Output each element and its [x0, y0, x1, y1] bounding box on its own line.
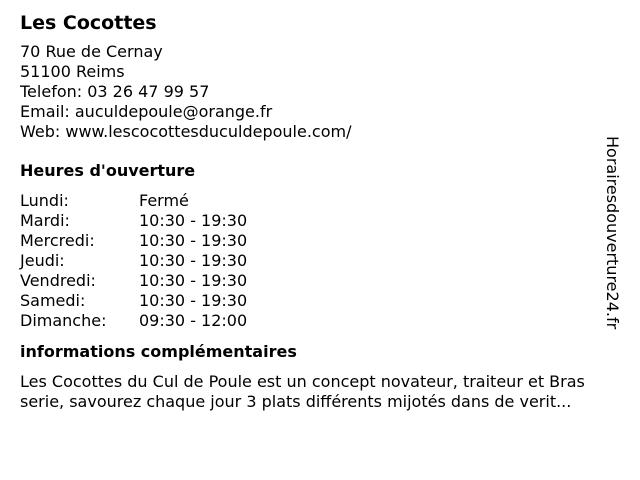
hours-time: 10:30 - 19:30: [139, 291, 248, 310]
hours-table: [20, 191, 620, 331]
contact-block: [20, 42, 620, 142]
hours-day: Lundi:: [20, 191, 69, 210]
address-line-city: 51100 Reims: [20, 62, 125, 81]
hours-day: Mardi:: [20, 211, 70, 230]
hours-title: Heures d'ouverture: [20, 161, 196, 180]
info-description: [20, 372, 620, 412]
hours-day: Vendredi:: [20, 271, 96, 290]
hours-time: 10:30 - 19:30: [139, 231, 248, 250]
hours-row-thursday: [20, 251, 620, 271]
hours-row-friday: [20, 271, 620, 291]
hours-row-monday: [20, 191, 620, 211]
hours-time: 10:30 - 19:30: [139, 251, 248, 270]
hours-time: 10:30 - 19:30: [139, 211, 248, 230]
hours-day: Mercredi:: [20, 231, 95, 250]
hours-row-sunday: [20, 311, 620, 331]
hours-row-saturday: [20, 291, 620, 311]
email-line: Email: auculdepoule@orange.fr: [20, 102, 273, 121]
hours-day: Samedi:: [20, 291, 86, 310]
hours-time: 10:30 - 19:30: [139, 271, 248, 290]
business-card: [20, 10, 620, 412]
business-name: Les Cocottes: [20, 12, 157, 34]
hours-day: Jeudi:: [20, 251, 65, 270]
phone-line: Telefon: 03 26 47 99 57: [20, 82, 210, 101]
hours-time: Fermé: [139, 191, 189, 210]
address-line-street: 70 Rue de Cernay: [20, 42, 163, 61]
info-line-1: Les Cocottes du Cul de Poule est un concept novateur, traiteur et Bras: [20, 372, 585, 391]
info-line-2: serie, savourez chaque jour 3 plats différents mijotés dans de verit...: [20, 392, 572, 411]
hours-row-wednesday: [20, 231, 620, 251]
hours-day: Dimanche:: [20, 311, 107, 330]
web-line: Web: www.lescocottesduculdepoule.com/: [20, 122, 352, 141]
info-title: informations complémentaires: [20, 342, 297, 361]
hours-time: 09:30 - 12:00: [139, 311, 248, 330]
hours-row-tuesday: [20, 211, 620, 231]
site-watermark: Horairesdouverture24.fr: [603, 136, 622, 330]
